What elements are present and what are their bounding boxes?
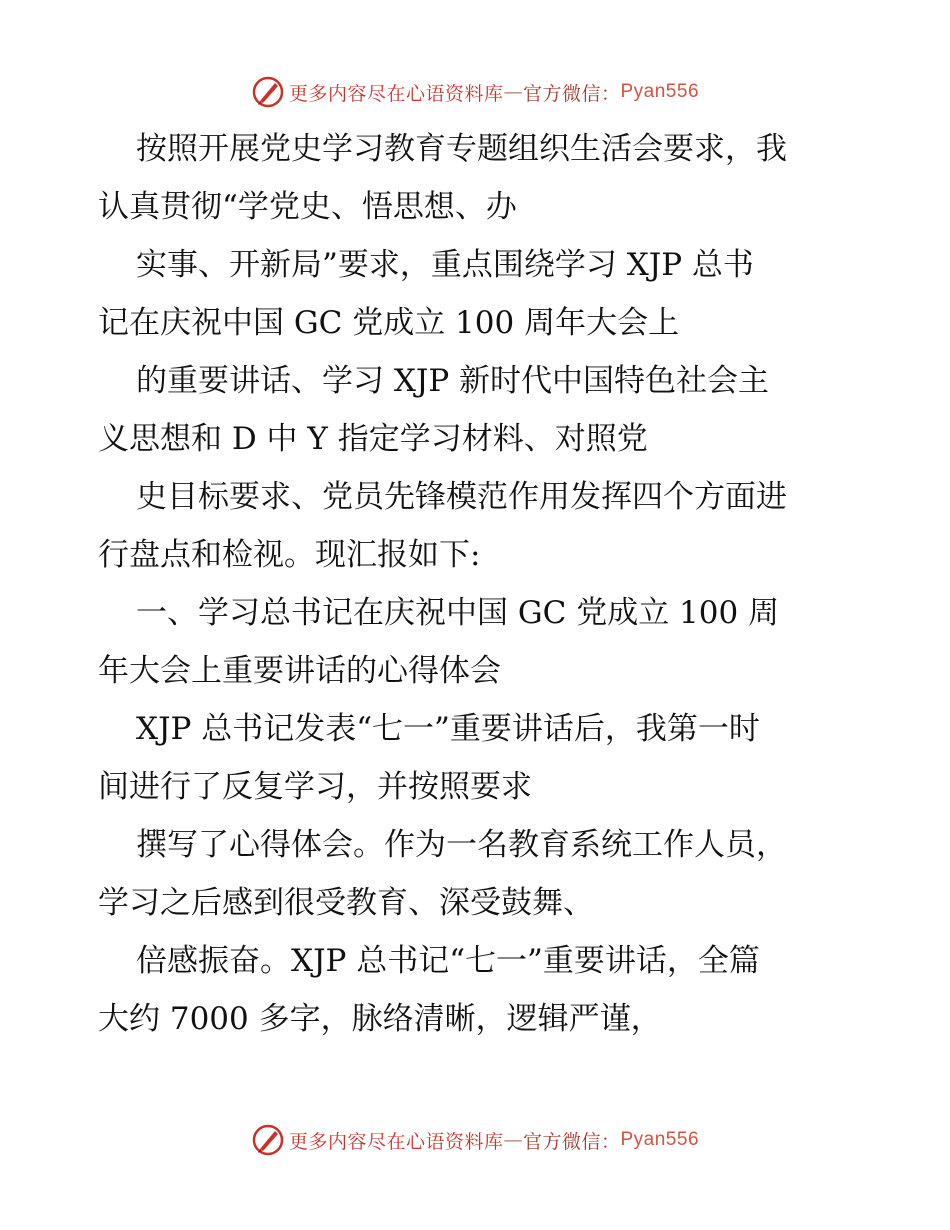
header-watermark bbox=[0, 72, 950, 112]
watermark-dash: — bbox=[503, 81, 523, 103]
text-line: 认真贯彻“学党史、悟思想、办 bbox=[98, 189, 517, 225]
text-line: 间进行了反复学习，并按照要求 bbox=[98, 769, 532, 805]
text-line: 倍感振奋。XJP 总书记“七一”重要讲话，全篇 bbox=[136, 943, 760, 979]
document-body bbox=[98, 120, 858, 1048]
watermark-label: 官方微信： bbox=[522, 1130, 621, 1153]
text-line: 按照开展党史学习教育专题组织生活会要求，我 bbox=[136, 131, 787, 167]
quill-pen-icon bbox=[251, 75, 285, 109]
quill-pen-icon bbox=[251, 1123, 285, 1157]
text-line: 义思想和 D 中 Y 指定学习材料、对照党 bbox=[98, 421, 648, 457]
text-line: 实事、开新局”要求，重点围绕学习 XJP 总书 bbox=[136, 247, 754, 283]
text-line: 大约 7000 多字，脉络清晰，逻辑严谨， bbox=[98, 1001, 662, 1037]
text-line: 行盘点和检视。现汇报如下: bbox=[98, 537, 481, 573]
watermark-main-text: 更多内容尽在心语资料库 bbox=[288, 1130, 504, 1153]
text-line: 史目标要求、党员先锋模范作用发挥四个方面进 bbox=[136, 479, 787, 515]
section-heading-line: 年大会上重要讲话的心得体会 bbox=[98, 653, 501, 689]
watermark-label: 官方微信： bbox=[522, 82, 621, 105]
watermark-handle: Pyan556 bbox=[620, 81, 700, 102]
watermark-main-text: 更多内容尽在心语资料库 bbox=[288, 82, 504, 105]
text-line: 的重要讲话、学习 XJP 新时代中国特色社会主 bbox=[136, 363, 770, 399]
text-line: 记在庆祝中国 GC 党成立 100 周年大会上 bbox=[98, 305, 680, 341]
watermark-handle: Pyan556 bbox=[620, 1129, 700, 1150]
section-heading-line: 一、学习总书记在庆祝中国 GC 党成立 100 周 bbox=[136, 595, 780, 631]
watermark-dash: — bbox=[503, 1129, 523, 1151]
text-line: XJP 总书记发表“七一”重要讲话后，我第一时 bbox=[136, 711, 760, 747]
text-line: 学习之后感到很受教育、深受鼓舞、 bbox=[98, 885, 594, 921]
text-line: 撰写了心得体会。作为一名教育系统工作人员， bbox=[136, 827, 787, 863]
footer-watermark bbox=[0, 1120, 950, 1160]
